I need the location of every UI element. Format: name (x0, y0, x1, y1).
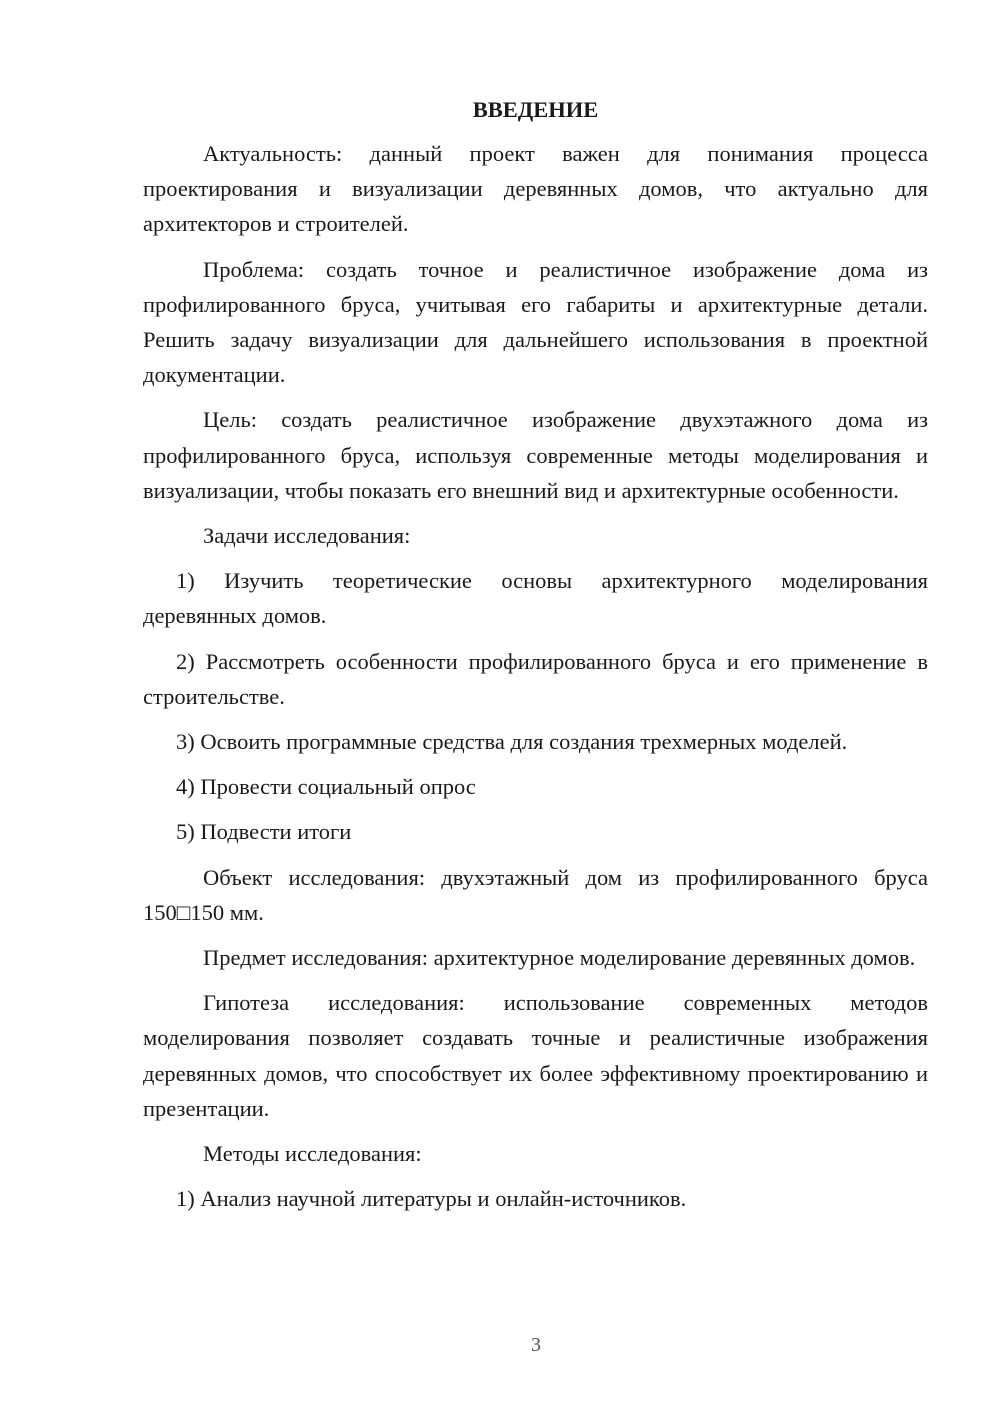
list-item-task-2: 2) Рассмотреть особенности профилированного бруса и его применение в строительстве. (143, 648, 928, 709)
paragraph-subject: Предмет исследования: архитектурное моделирование деревянных домов. (203, 945, 916, 971)
paragraph-goal: Цель: создать реалистичное изображение двухэтажного дома из профилированного бруса, используя современные методы моделирования и визуализации, чтобы показать его внешний вид и архитектурные особенности. (143, 407, 928, 503)
list-item-task-3: 3) Освоить программные средства для создания трехмерных моделей. (176, 729, 848, 755)
paragraph-hypothesis: Гипотеза исследования: использование современных методов моделирования позволяет создавать точные и реалистичные изображения деревянных домов, что способствует их более эффективному проектированию и презентации. (143, 990, 928, 1121)
paragraph-object: Объект исследования: двухэтажный дом из профилированного бруса 150□150 мм. (143, 864, 928, 925)
page-content (143, 94, 928, 1226)
list-item-method-1: 1) Анализ научной литературы и онлайн-источников. (176, 1186, 687, 1212)
list-item-task-4: 4) Провести социальный опрос (176, 774, 476, 800)
section-title: ВВЕДЕНИЕ (472, 97, 599, 122)
methods-heading: Методы исследования: (203, 1141, 422, 1167)
tasks-heading: Задачи исследования: (203, 523, 411, 549)
page-number: 3 (531, 1334, 541, 1356)
list-item-task-5: 5) Подвести итоги (176, 819, 352, 845)
paragraph-problem: Проблема: создать точное и реалистичное изображение дома из профилированного бруса, учитывая его габариты и архитектурные детали. Решить задачу визуализации для дальнейшего использования в проектной документации. (143, 256, 928, 388)
paragraph-relevance: Актуальность: данный проект важен для понимания процесса проектирования и визуализации деревянных домов, что актуально для архитекторов и строителей. (143, 141, 928, 237)
list-item-task-1: 1) Изучить теоретические основы архитектурного моделирования деревянных домов. (143, 568, 928, 629)
